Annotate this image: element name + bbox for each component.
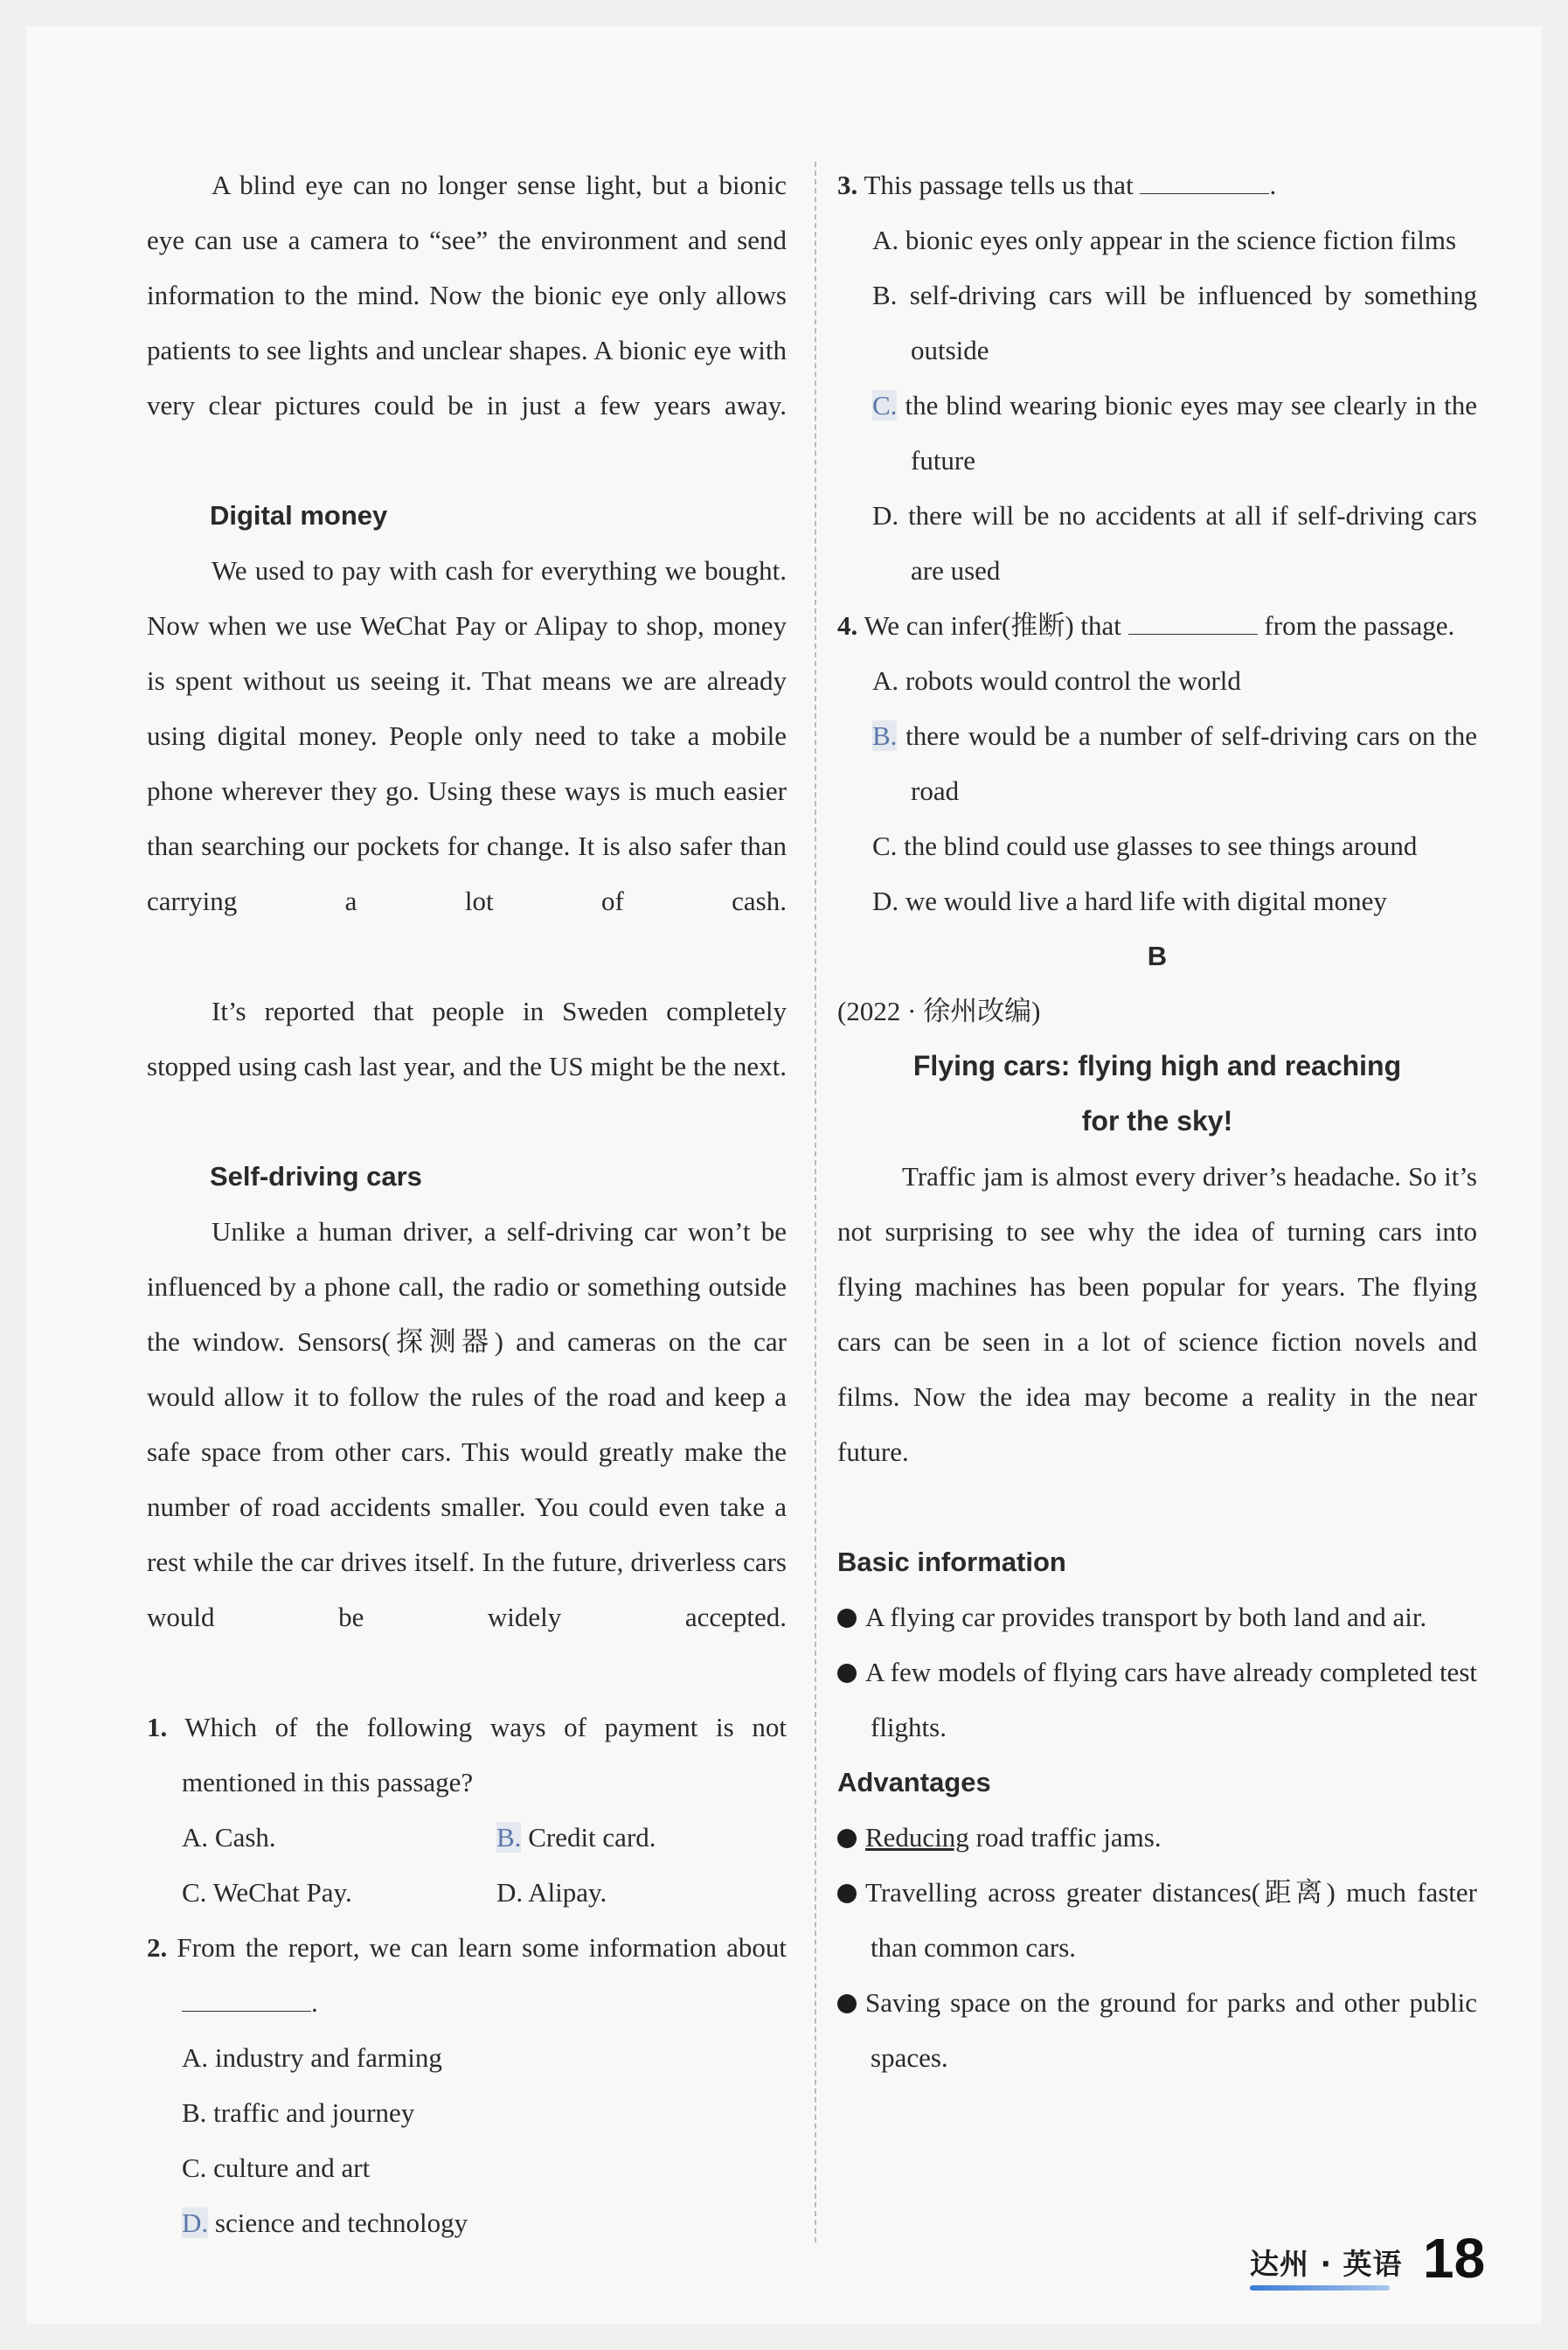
- option-a: A. robots would control the world: [872, 665, 1241, 696]
- option-c-text: the blind wearing bionic eyes may see clearly in the future: [897, 390, 1477, 476]
- bullet-item: [837, 1975, 1477, 2085]
- question-number: 2.: [147, 1932, 168, 1963]
- question-text-end: .: [1269, 170, 1277, 200]
- question-text: From the report, we can learn some information about: [177, 1932, 787, 1963]
- question-number: 3.: [837, 170, 858, 200]
- heading-basic-information: Basic information: [837, 1547, 1066, 1577]
- bullet-dot-icon: [837, 1609, 857, 1628]
- question-text: We can infer(推断) that: [864, 610, 1121, 641]
- option-b: B. traffic and journey: [182, 2097, 415, 2128]
- bullet-item: [837, 1589, 1477, 1644]
- question-text-end: from the passage.: [1264, 610, 1455, 641]
- question-number: 4.: [837, 610, 858, 641]
- workbook-page: [26, 26, 1542, 2324]
- option-a: A. industry and farming: [182, 2042, 442, 2073]
- bullet-item: [837, 1644, 1477, 1755]
- footer-accent-line: [1250, 2285, 1390, 2291]
- question-1-options: [147, 1810, 787, 1920]
- option-b: B. self-driving cars will be influenced by something outside: [872, 280, 1477, 365]
- option-d-text: science and technology: [208, 2207, 468, 2238]
- question-2: [147, 1920, 787, 2030]
- option-c: C. culture and art: [182, 2152, 371, 2183]
- option-b: [837, 708, 1477, 818]
- left-column: [147, 157, 787, 2250]
- passage-title-line-1: Flying cars: flying high and reaching: [912, 1050, 1402, 1081]
- bullet-text: Travelling across greater distances(距离) much faster than common cars.: [865, 1877, 1477, 1963]
- heading-digital-money: Digital money: [210, 500, 388, 531]
- bullet-text: A few models of flying cars have already completed test flights.: [865, 1657, 1477, 1742]
- passage-title-line-2: for the sky!: [1081, 1105, 1233, 1137]
- heading-advantages: Advantages: [837, 1767, 991, 1797]
- right-column: [837, 157, 1477, 2085]
- bullet-dot-icon: [837, 1664, 857, 1683]
- question-1: [147, 1700, 787, 1810]
- question-text: This passage tells us that: [864, 170, 1134, 200]
- page-number: 18: [1423, 2227, 1486, 2290]
- source-note: (2022 · 徐州改编): [837, 996, 1041, 1026]
- answer-mark: D.: [182, 2207, 209, 2238]
- heading-self-driving-cars: Self-driving cars: [210, 1161, 422, 1192]
- paragraph-bionic-eye: A blind eye can no longer sense light, but a bionic eye can use a camera to “see” the environment and send information to the mind. Now the bionic eye only allows patients to see lights and unclear shapes. A bionic eye with very clear pictures could be in just a few years away.: [147, 170, 787, 421]
- question-4: [837, 598, 1477, 653]
- bullet-item: [837, 1810, 1477, 1865]
- option-c: C. WeChat Pay.: [182, 1877, 352, 1908]
- answer-blank: [182, 1985, 311, 2012]
- answer-mark: C.: [872, 390, 898, 421]
- bullet-text: Saving space on the ground for parks and other public spaces.: [865, 1987, 1477, 2073]
- section-label: B: [1147, 941, 1168, 971]
- paragraph-self-driving: Unlike a human driver, a self-driving car won’t be influenced by a phone call, the radio or something outside the window. Sensors(探测器) and cameras on the car would allow it to follow the rules of the road and keep a safe space from other cars. This would greatly make the number of road accidents smaller. You could even take a rest while the car drives itself. In the future, driverless cars would be widely accepted.: [147, 1216, 787, 1632]
- option-a: A. Cash.: [182, 1822, 276, 1853]
- paragraph-flying-cars-intro: Traffic jam is almost every driver’s headache. So it’s not surprising to see why the idea of turning cars into flying machines has been popular for years. The flying cars can be seen in a lot of science fiction novels and films. Now the idea may become a reality in the near future.: [837, 1161, 1477, 1467]
- page-footer: [1250, 2229, 1512, 2291]
- paragraph-digital-money-2: It’s reported that people in Sweden completely stopped using cash last year, and the US might be the next.: [147, 996, 787, 1081]
- footer-label: 达州 · 英语: [1250, 2247, 1403, 2281]
- underlined-word: Reducing: [865, 1822, 969, 1853]
- bullet-dot-icon: [837, 1994, 857, 2013]
- answer-blank: [1128, 608, 1258, 635]
- question-3: [837, 157, 1477, 212]
- option-a: A. bionic eyes only appear in the science fiction films: [872, 225, 1457, 255]
- question-number: 1.: [147, 1712, 168, 1742]
- bullet-dot-icon: [837, 1829, 857, 1848]
- option-d: D. Alipay.: [496, 1877, 607, 1908]
- option-d: D. we would live a hard life with digital money: [872, 886, 1387, 916]
- answer-mark: B.: [496, 1822, 522, 1853]
- answer-mark: B.: [872, 720, 898, 751]
- option-b-text: Credit card.: [521, 1822, 656, 1853]
- question-text: Which of the following ways of payment is not mentioned in this passage?: [182, 1712, 787, 1797]
- column-divider: [815, 162, 816, 2242]
- option-c: C. the blind could use glasses to see things around: [872, 831, 1418, 861]
- bullet-text: road traffic jams.: [968, 1822, 1162, 1853]
- option-d: D. there will be no accidents at all if self-driving cars are used: [872, 500, 1477, 586]
- bullet-item: [837, 1865, 1477, 1975]
- paragraph-digital-money-1: We used to pay with cash for everything we bought. Now when we use WeChat Pay or Alipay to shop, money is spent without us seeing it. That means we are already using digital money. People only need to take a mobile phone wherever they go. Using these ways is much easier than searching our pockets for change. It is also safer than carrying a lot of cash.: [147, 555, 787, 916]
- option-c: [837, 378, 1477, 488]
- bullet-dot-icon: [837, 1884, 857, 1903]
- option-d: [147, 2195, 787, 2250]
- answer-blank: [1140, 167, 1269, 194]
- option-b-text: there would be a number of self-driving cars on the road: [897, 720, 1477, 806]
- question-text-end: .: [311, 1987, 318, 2018]
- bullet-text: A flying car provides transport by both land and air.: [865, 1602, 1427, 1632]
- option-b: [496, 1810, 811, 1865]
